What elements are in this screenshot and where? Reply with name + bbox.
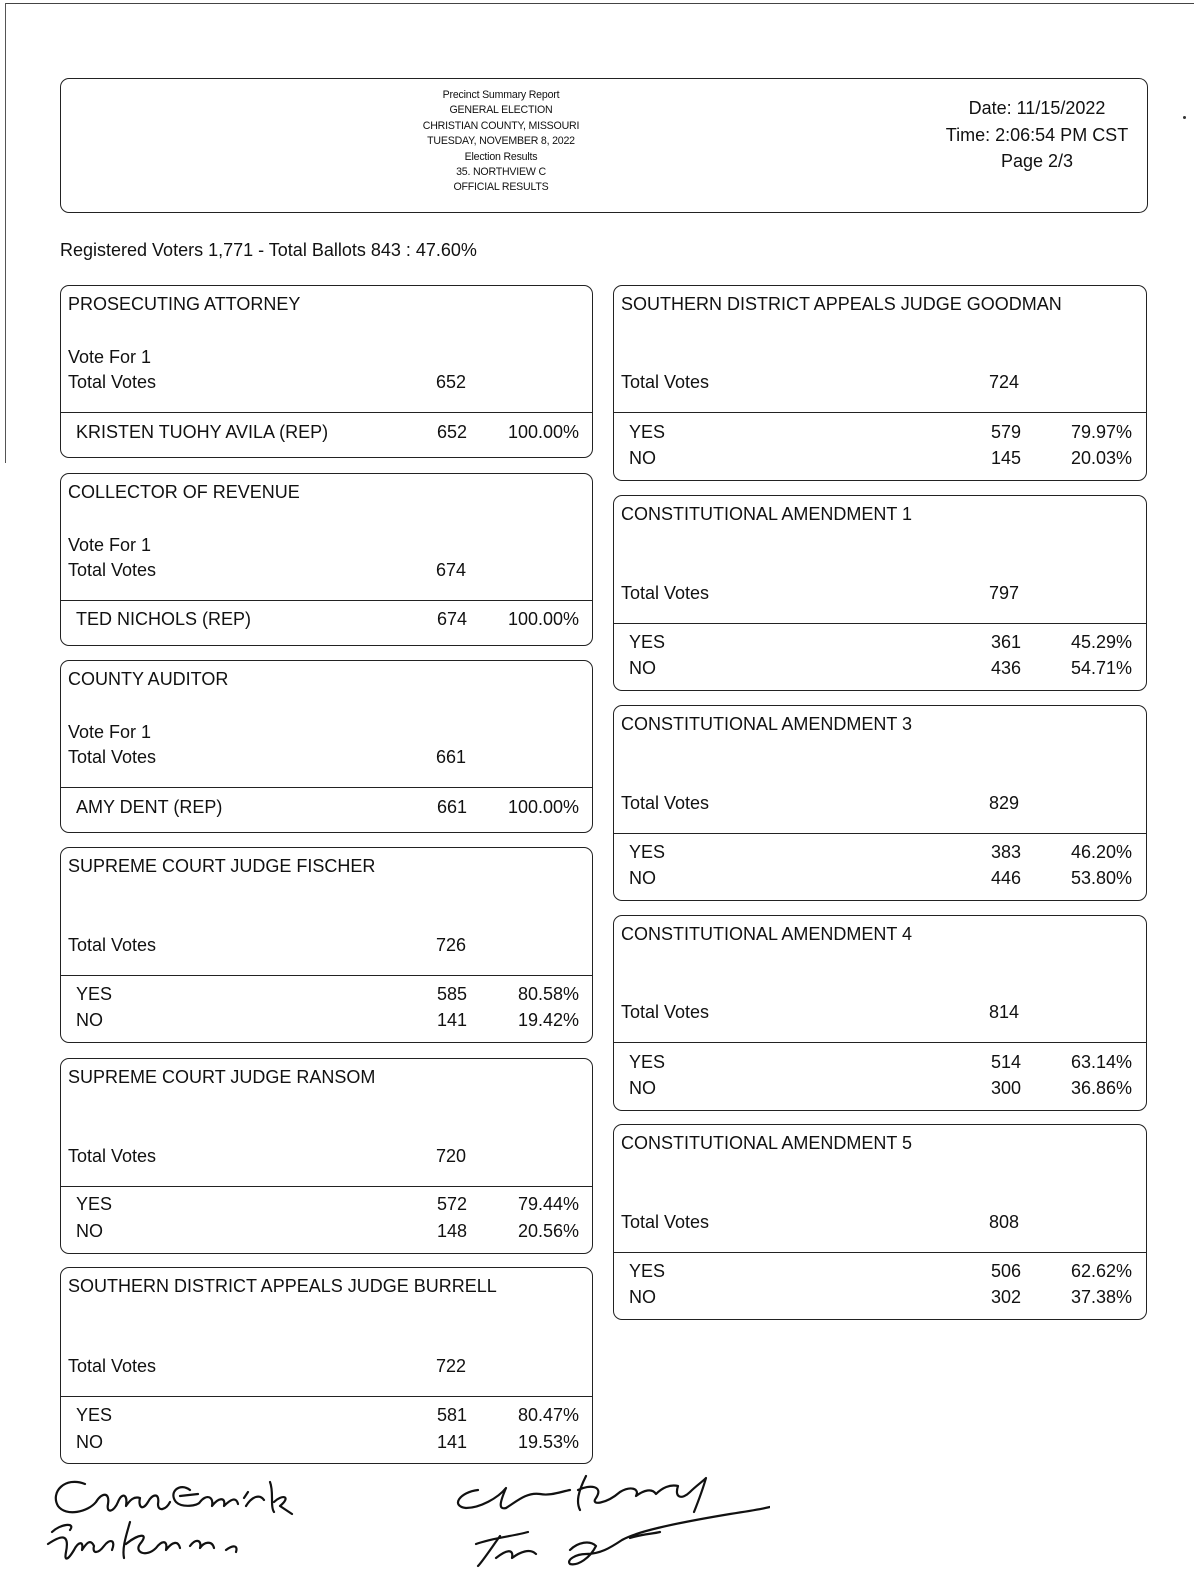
- total-votes-label: Total Votes: [68, 1356, 157, 1376]
- result-row: [61, 1432, 592, 1458]
- result-row: [614, 842, 1146, 868]
- choice-percent: 54.71%: [1070, 658, 1132, 678]
- total-votes-label: Total Votes: [621, 793, 710, 813]
- election-name: GENERAL ELECTION: [449, 104, 553, 117]
- total-votes-value: 814: [988, 1002, 1019, 1022]
- vote-for-label: Vote For 1: [68, 347, 152, 367]
- divider: [614, 623, 1146, 624]
- choice-votes: 581: [436, 1405, 467, 1425]
- choice-label: NO: [76, 1432, 103, 1452]
- choice-label: NO: [629, 1078, 656, 1098]
- total-votes-label: Total Votes: [621, 372, 710, 392]
- choice-votes: 145: [990, 448, 1021, 468]
- page-number: Page 2/3: [1000, 151, 1074, 171]
- choice-votes: 148: [436, 1221, 467, 1241]
- choice-votes: 141: [436, 1010, 467, 1030]
- total-votes-value: 829: [988, 793, 1019, 813]
- choice-percent: 79.97%: [1070, 422, 1132, 442]
- choice-percent: 20.56%: [517, 1221, 579, 1241]
- precinct-name: 35. NORTHVIEW C: [456, 166, 546, 179]
- contest-title: SOUTHERN DISTRICT APPEALS JUDGE GOODMAN: [621, 294, 1062, 314]
- choice-label: TED NICHOLS (REP): [76, 609, 252, 629]
- scan-border-left: [5, 3, 6, 463]
- result-row: [614, 1078, 1146, 1104]
- choice-label: YES: [76, 1194, 113, 1214]
- result-row: [614, 632, 1146, 658]
- total-votes-value: 652: [435, 372, 466, 392]
- divider: [61, 975, 592, 976]
- choice-percent: 80.58%: [517, 984, 579, 1004]
- result-row: [614, 448, 1146, 474]
- contest-box: [60, 473, 593, 646]
- turnout-summary: Registered Voters 1,771 - Total Ballots 843 : 47.60%: [60, 240, 477, 260]
- total-votes-value: 724: [988, 372, 1019, 392]
- result-row: [61, 1194, 592, 1220]
- divider: [614, 1252, 1146, 1253]
- choice-votes: 514: [990, 1052, 1021, 1072]
- choice-label: NO: [629, 658, 656, 678]
- total-votes-value: 661: [435, 747, 466, 767]
- choice-label: YES: [629, 1052, 666, 1072]
- total-votes-value: 674: [435, 560, 466, 580]
- choice-percent: 36.86%: [1070, 1078, 1132, 1098]
- choice-label: YES: [76, 1405, 113, 1425]
- choice-votes: 436: [990, 658, 1021, 678]
- total-votes-label: Total Votes: [68, 935, 157, 955]
- choice-percent: 62.62%: [1070, 1261, 1132, 1281]
- contest-title: CONSTITUTIONAL AMENDMENT 4: [621, 924, 913, 944]
- divider: [614, 1042, 1146, 1043]
- total-votes-value: 722: [435, 1356, 466, 1376]
- result-row: [61, 1221, 592, 1247]
- report-title: Precinct Summary Report: [442, 89, 560, 101]
- contest-box: [60, 847, 593, 1043]
- contest-box: [613, 285, 1147, 481]
- scan-border-top: [6, 3, 1194, 4]
- divider: [61, 1396, 592, 1397]
- result-row: [61, 1010, 592, 1036]
- choice-votes: 361: [990, 632, 1021, 652]
- contest-title: CONSTITUTIONAL AMENDMENT 5: [621, 1133, 913, 1153]
- choice-percent: 53.80%: [1070, 868, 1132, 888]
- contest-box: [60, 1058, 593, 1254]
- divider: [61, 1186, 592, 1187]
- divider: [614, 412, 1146, 413]
- choice-votes: 674: [436, 609, 467, 629]
- contest-box: [613, 915, 1147, 1111]
- total-votes-value: 808: [988, 1212, 1019, 1232]
- choice-votes: 652: [436, 422, 467, 442]
- vote-for-label: Vote For 1: [68, 722, 152, 742]
- choice-percent: 100.00%: [507, 422, 579, 442]
- choice-label: NO: [76, 1010, 103, 1030]
- total-votes-value: 720: [435, 1146, 466, 1166]
- result-row: [614, 422, 1146, 448]
- total-votes-label: Total Votes: [621, 1002, 710, 1022]
- result-row: [614, 1052, 1146, 1078]
- choice-percent: 100.00%: [507, 797, 579, 817]
- choice-percent: 79.44%: [517, 1194, 579, 1214]
- divider: [61, 600, 592, 601]
- signature-block: [30, 1462, 770, 1572]
- choice-percent: 80.47%: [517, 1405, 579, 1425]
- contest-title: PROSECUTING ATTORNEY: [68, 294, 301, 314]
- total-votes-label: Total Votes: [68, 372, 157, 392]
- divider: [61, 787, 592, 788]
- contest-title: COUNTY AUDITOR: [68, 669, 229, 689]
- choice-percent: 19.42%: [517, 1010, 579, 1030]
- contest-title: SUPREME COURT JUDGE FISCHER: [68, 856, 376, 876]
- choice-votes: 579: [990, 422, 1021, 442]
- choice-votes: 506: [990, 1261, 1021, 1281]
- contest-box: [613, 1124, 1147, 1320]
- result-row: [61, 797, 592, 823]
- total-votes-value: 797: [988, 583, 1019, 603]
- contest-box: [60, 1267, 593, 1464]
- choice-label: NO: [629, 1287, 656, 1307]
- choice-percent: 45.29%: [1070, 632, 1132, 652]
- signature-2: [48, 1522, 237, 1559]
- header-title-block: [361, 88, 641, 196]
- result-row: [614, 1261, 1146, 1287]
- contest-box: [60, 660, 593, 833]
- total-votes-label: Total Votes: [621, 583, 710, 603]
- total-votes-label: Total Votes: [68, 560, 157, 580]
- choice-votes: 661: [436, 797, 467, 817]
- contest-box: [613, 495, 1147, 691]
- contest-box: [60, 285, 593, 458]
- choice-label: YES: [76, 984, 113, 1004]
- choice-label: NO: [629, 868, 656, 888]
- contest-box: [613, 705, 1147, 901]
- choice-label: NO: [629, 448, 656, 468]
- result-row: [61, 1405, 592, 1431]
- choice-percent: 20.03%: [1070, 448, 1132, 468]
- total-votes-value: 726: [435, 935, 466, 955]
- signature-3: [458, 1476, 706, 1512]
- contest-title: CONSTITUTIONAL AMENDMENT 1: [621, 504, 913, 524]
- county-name: CHRISTIAN COUNTY, MISSOURI: [422, 119, 580, 132]
- choice-votes: 300: [990, 1078, 1021, 1098]
- contest-title: SOUTHERN DISTRICT APPEALS JUDGE BURRELL: [68, 1276, 497, 1296]
- choice-votes: 572: [436, 1194, 467, 1214]
- choice-label: YES: [629, 422, 666, 442]
- choice-percent: 100.00%: [507, 609, 579, 629]
- choice-label: AMY DENT (REP): [76, 797, 223, 817]
- contest-title: SUPREME COURT JUDGE RANSOM: [68, 1067, 376, 1087]
- choice-label: YES: [629, 632, 666, 652]
- result-row: [614, 658, 1146, 684]
- report-time: Time: 2:06:54 PM CST: [945, 124, 1129, 145]
- result-row: [61, 984, 592, 1010]
- result-row: [61, 422, 592, 448]
- header-meta: [937, 95, 1137, 175]
- choice-percent: 63.14%: [1070, 1052, 1132, 1072]
- signature-1: [56, 1482, 292, 1514]
- vote-for-label: Vote For 1: [68, 535, 152, 555]
- results-label: Election Results: [464, 150, 538, 163]
- choice-votes: 302: [990, 1287, 1021, 1307]
- choice-votes: 446: [990, 868, 1021, 888]
- choice-percent: 37.38%: [1070, 1287, 1132, 1307]
- report-date: Date: 11/15/2022: [968, 98, 1106, 118]
- choice-label: YES: [629, 842, 666, 862]
- choice-votes: 585: [436, 984, 467, 1004]
- choice-label: YES: [629, 1261, 666, 1281]
- result-row: [614, 1287, 1146, 1313]
- contest-title: COLLECTOR OF REVENUE: [68, 482, 300, 502]
- result-row: [61, 609, 592, 635]
- choice-label: KRISTEN TUOHY AVILA (REP): [76, 422, 329, 442]
- choice-percent: 46.20%: [1070, 842, 1132, 862]
- choice-votes: 141: [436, 1432, 467, 1452]
- election-date: TUESDAY, NOVEMBER 8, 2022: [427, 135, 575, 148]
- choice-votes: 383: [990, 842, 1021, 862]
- divider: [614, 833, 1146, 834]
- total-votes-label: Total Votes: [68, 1146, 157, 1166]
- contest-title: CONSTITUTIONAL AMENDMENT 3: [621, 714, 913, 734]
- total-votes-label: Total Votes: [68, 747, 157, 767]
- official-results-label: OFFICIAL RESULTS: [453, 181, 549, 194]
- result-row: [614, 868, 1146, 894]
- divider: [61, 412, 592, 413]
- choice-label: NO: [76, 1221, 103, 1241]
- signature-4: [476, 1507, 770, 1566]
- report-header: [60, 78, 1148, 213]
- scan-speck: [1183, 116, 1186, 119]
- total-votes-label: Total Votes: [621, 1212, 710, 1232]
- choice-percent: 19.53%: [517, 1432, 579, 1452]
